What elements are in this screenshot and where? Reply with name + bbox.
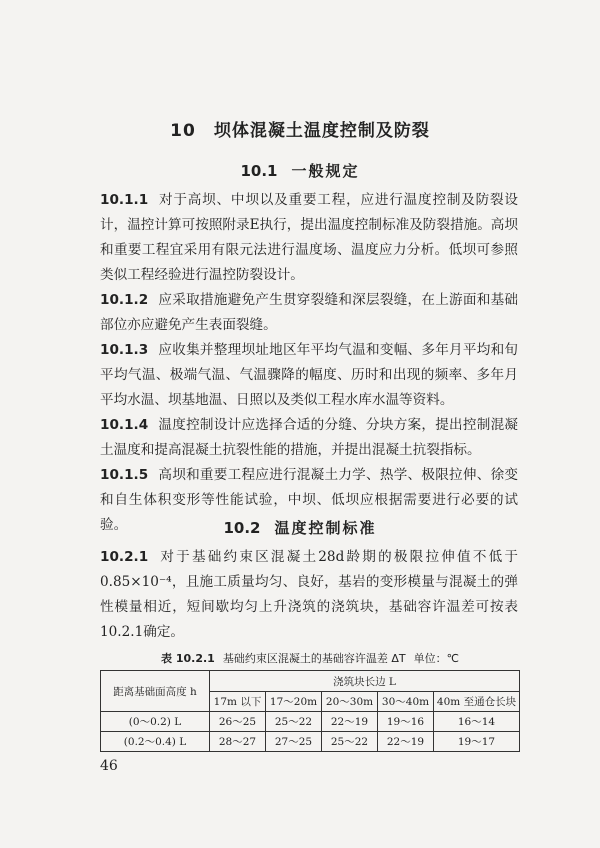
section-number: 10.1 xyxy=(240,162,278,180)
table-title: 基础约束区混凝土的基础容许温差 ΔT xyxy=(222,652,406,665)
section-title-10-2 xyxy=(0,517,600,538)
clause-text: 温度控制设计应选择合适的分缝、分块方案，提出控制混凝土温度和提高混凝土抗裂性能的措施，并提出混凝土抗裂指标。 xyxy=(100,417,518,458)
table-cell: 25～22 xyxy=(322,732,378,752)
row-header-cell: 距离基础面高度 h xyxy=(101,671,210,712)
table-unit: 单位：℃ xyxy=(413,652,459,665)
table-cell: 19～16 xyxy=(378,712,434,732)
clause-number: 10.1.4 xyxy=(100,417,149,433)
table-cell: 22～19 xyxy=(378,732,434,752)
column-header: 20～30m xyxy=(322,692,378,712)
table-cell: 26～25 xyxy=(210,712,266,732)
chapter-number: 10 xyxy=(170,121,196,141)
clause-number: 10.1.5 xyxy=(100,467,149,483)
table-row xyxy=(101,732,520,752)
table-cell: 28～27 xyxy=(210,732,266,752)
column-header: 17m 以下 xyxy=(210,692,266,712)
page-number: 46 xyxy=(100,758,118,774)
chapter-title-text: 坝体混凝土温度控制及防裂 xyxy=(213,121,430,141)
clause-text: 对于高坝、中坝以及重要工程，应进行温度控制及防裂设计，温控计算可按照附录E执行，提出温度控制标准及防裂措施。高坝和重要工程宜采用有限元法进行温度场、温度应力分析。低坝可参照类似工程经验进行温控防裂设计。 xyxy=(100,192,518,283)
group-header-cell: 浇筑块长边 L xyxy=(210,671,520,692)
clause-10-1-1 xyxy=(100,188,518,288)
clause-text: 对于基础约束区混凝土28d龄期的极限拉伸值不低于0.85×10⁻⁴，且施工质量均匀、良好，基岩的变形模量与混凝土的弹性模量相近，短间歇均匀上升浇筑的浇筑块，基础容许温差可按表10.2.1确定。 xyxy=(100,549,518,640)
table-cell: 16～14 xyxy=(434,712,520,732)
clause-10-1-4 xyxy=(100,413,518,463)
table-cell: 19～17 xyxy=(434,732,520,752)
clause-text: 应收集并整理坝址地区年平均气温和变幅、多年月平均和旬平均气温、极端气温、气温骤降的幅度、历时和出现的频率、多年月平均水温、坝基地温、日照以及类似工程水库水温等资料。 xyxy=(100,342,518,408)
table-number: 表 10.2.1 xyxy=(161,652,215,665)
chapter-title xyxy=(0,116,600,141)
clause-text: 应采取措施避免产生贯穿裂缝和深层裂缝，在上游面和基础部位亦应避免产生表面裂缝。 xyxy=(100,292,518,333)
clause-10-2-1 xyxy=(100,545,518,645)
table-cell: 27～25 xyxy=(266,732,322,752)
table-cell: 25～22 xyxy=(266,712,322,732)
clause-number: 10.1.1 xyxy=(100,192,149,208)
column-header: 17～20m xyxy=(266,692,322,712)
table-header-row xyxy=(101,671,520,692)
row-label: (0～0.2) L xyxy=(101,712,210,732)
clause-10-1-3 xyxy=(100,338,518,413)
table-caption xyxy=(100,650,520,666)
column-header: 40m 至通仓长块 xyxy=(434,692,520,712)
clause-text: 高坝和重要工程应进行混凝土力学、热学、极限拉伸、徐变和自生体积变形等性能试验，中坝、低坝应根据需要进行必要的试验。 xyxy=(100,467,518,533)
row-label: (0.2～0.4) L xyxy=(101,732,210,752)
clause-number: 10.2.1 xyxy=(100,549,149,565)
section-number: 10.2 xyxy=(223,519,261,537)
allowable-temperature-table xyxy=(100,670,520,752)
table-cell: 22～19 xyxy=(322,712,378,732)
clause-number: 10.1.2 xyxy=(100,292,149,308)
section-title-text: 温度控制标准 xyxy=(274,519,377,537)
section-title-text: 一般规定 xyxy=(291,162,360,180)
section-title-10-1 xyxy=(0,160,600,181)
clause-10-1-2 xyxy=(100,288,518,338)
column-header: 30～40m xyxy=(378,692,434,712)
clause-number: 10.1.3 xyxy=(100,342,149,358)
table-row xyxy=(101,712,520,732)
